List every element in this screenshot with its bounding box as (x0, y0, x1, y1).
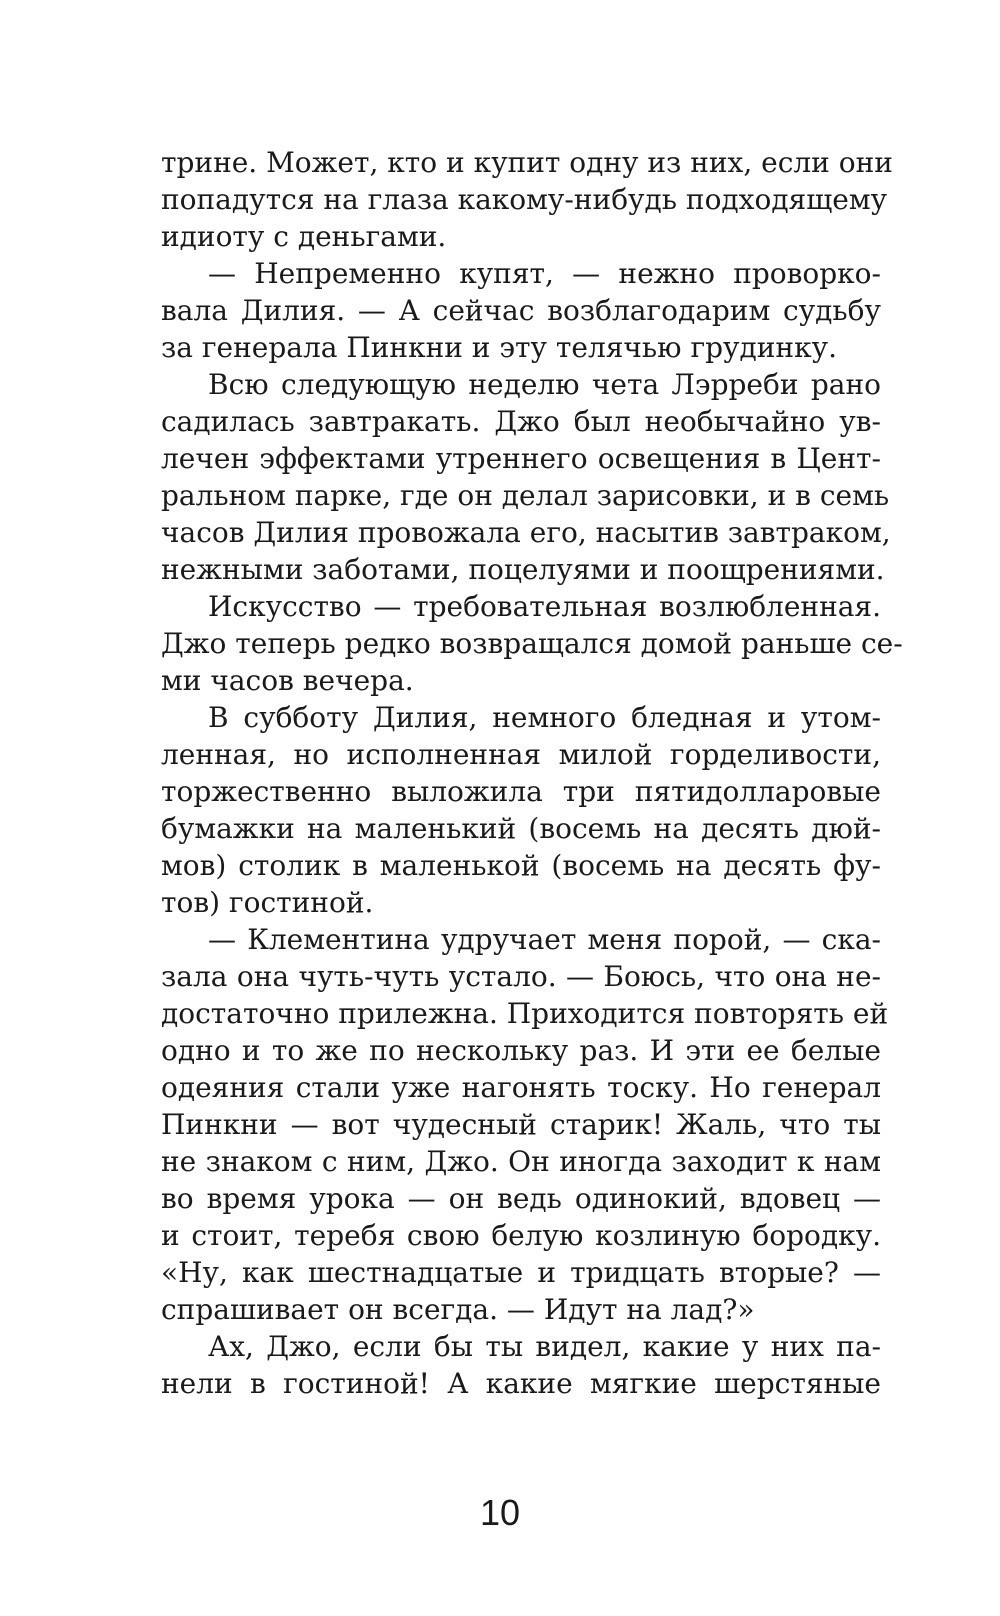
paragraph (161, 1328, 881, 1402)
text-line: нежными заботами, поцелуями и поощрениями. (161, 553, 885, 586)
body-text (161, 144, 903, 1402)
text-line: идиоту с деньгами. (161, 220, 447, 253)
text-line: ральном парке, где он делал зарисовки, и в семь (161, 479, 890, 512)
text-line: ленная, но исполненная милой горделивости, (161, 738, 881, 771)
text-line: трине. Может, кто и купит одну из них, если они (161, 146, 893, 179)
text-line: одеяния стали уже нагонять тоску. Но генерал (161, 1071, 881, 1104)
text-line: одно и то же по нескольку раз. И эти ее белые (161, 1034, 881, 1067)
text-line: попадутся на глаза какому-нибудь подходящему (161, 183, 888, 216)
text-line: тов) гостиной. (161, 886, 374, 919)
text-line: Искусство — требовательная возлюбленная. (208, 590, 881, 623)
page-number: 10 (479, 1492, 521, 1533)
text-line: часов Дилия провожала его, насытив завтраком, (161, 516, 891, 549)
text-line: зала она чуть-чуть устало. — Боюсь, что она не- (161, 960, 881, 993)
text-line: Джо теперь редко возвращался домой раньше се- (161, 627, 903, 660)
paragraph (161, 921, 889, 1328)
text-line: нели в гостиной! А какие мягкие шерстяные (161, 1367, 881, 1400)
text-line: вала Дилия. — А сейчас возблагодарим судьбу (161, 294, 881, 327)
text-line: торжественно выложила три пятидолларовые (161, 775, 881, 808)
text-line: во время урока — он ведь одинокий, вдовец — (161, 1182, 881, 1215)
text-line: В субботу Дилия, немного бледная и утом- (208, 701, 881, 734)
paragraph (161, 366, 891, 588)
text-line: Ах, Джо, если бы ты видел, какие у них па- (208, 1330, 881, 1363)
text-line: ми часов вечера. (161, 664, 414, 697)
text-line: спрашивает он всегда. — Идут на лад?» (161, 1293, 755, 1326)
text-line: бумажки на маленький (восемь на десять дюй- (161, 812, 881, 845)
text-line: и стоит, теребя свою белую козлиную бородку. (161, 1219, 881, 1252)
text-line: «Ну, как шестнадцатые и тридцать вторые? — (161, 1256, 881, 1289)
text-line: садилась завтракать. Джо был необычайно ув- (161, 405, 881, 438)
paragraph (161, 699, 881, 921)
text-line: за генерала Пинкни и эту телячью грудинку. (161, 331, 837, 364)
text-line: — Непременно купят, — нежно проворко- (208, 257, 881, 290)
text-line: достаточно прилежна. Приходится повторять ей (161, 997, 889, 1030)
text-line: лечен эффектами утреннего освещения в Цент- (161, 442, 881, 475)
text-line: — Клементина удручает меня порой, — ска- (208, 923, 881, 956)
text-line: Пинкни — вот чудесный старик! Жаль, что ты (161, 1108, 881, 1141)
text-line: мов) столик в маленькой (восемь на десять фу- (161, 849, 881, 882)
paragraph (161, 255, 881, 366)
text-line: Всю следующую неделю чета Лэрреби рано (208, 368, 881, 401)
text-line: не знаком с ним, Джо. Он иногда заходит к нам (161, 1145, 881, 1178)
paragraph (161, 144, 893, 255)
paragraph (161, 588, 903, 699)
